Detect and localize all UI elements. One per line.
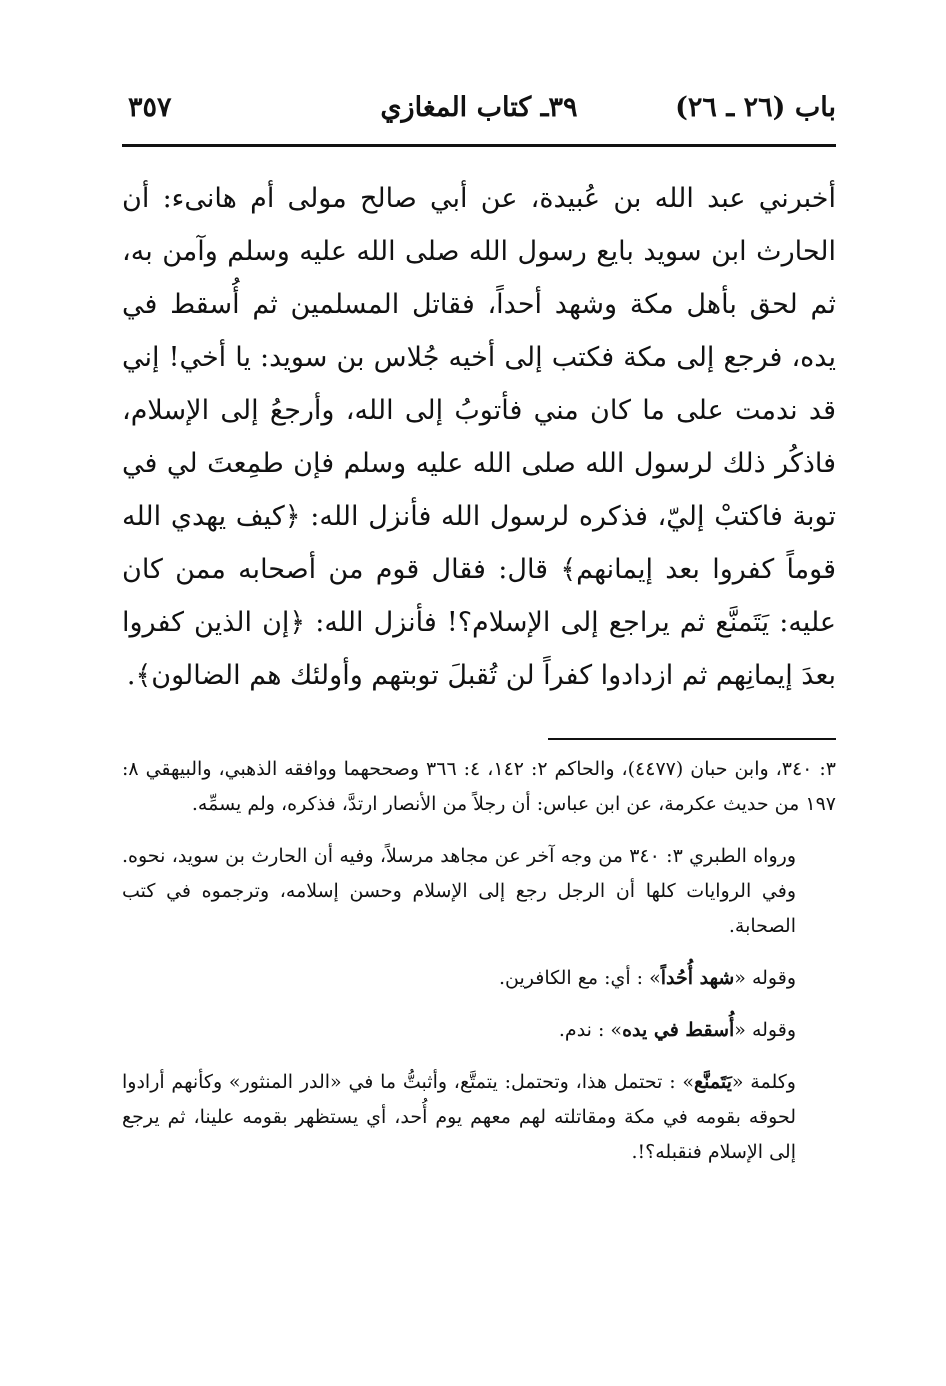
book-title: ٣٩ـ كتاب المغازي: [380, 92, 578, 123]
note-paragraph-4: [122, 1013, 836, 1048]
note-4-prefix: وقوله «: [734, 1019, 796, 1041]
running-header: [122, 92, 836, 138]
note-paragraph-1: ٣: ٣٤٠، وابن حبان (٤٤٧٧)، والحاكم ٢: ١٤٢، ٤: ٣٦٦ وصححهما ووافقه الذهبي، والبيهقي ٨: ١٩٧ من حديث عكرمة، عن ابن عباس: أن رجلاً من الأنصار ارتدَّ، فذكره، ولم يسمِّه.: [122, 758, 836, 815]
page-number: ٣٥٧: [128, 92, 172, 123]
note-5-suffix: » : تحتمل هذا، وتحتمل: يتمتَّع، وأثبتُّ ما في «الدر المنثور» وكأنهم أرادوا لحوقه بقومه في مكة ومقاتلته لهم معهم يوم أُحد، أي يستظهر بقومه علينا، ثم يرجع إلى الإسلام فنقبله؟!.: [122, 1071, 796, 1163]
note-4-term: أُسقط في يده: [622, 1019, 735, 1041]
note-3-prefix: وقوله «: [734, 967, 796, 989]
note-paragraph-5: [122, 1065, 836, 1170]
note-5-term: يَتَمنَّع: [694, 1071, 732, 1093]
footnote-divider: [548, 738, 836, 740]
note-paragraph-2: ورواه الطبري ٣: ٣٤٠ من وجه آخر عن مجاهد مرسلاً، وفيه أن الحارث بن سويد، نحوه. وفي الروايات كلها أن الرجل رجع إلى الإسلام وحسن إسلامه، وترجموه في كتب الصحابة.: [122, 845, 796, 937]
main-text-block: [122, 172, 836, 702]
notes-block: [122, 752, 836, 1187]
main-paragraph: أخبرني عبد الله بن عُبيدة، عن أبي صالح مولى أم هانىء: أن الحارث ابن سويد بايع رسول الله صلى الله عليه وسلم وآمن به، ثم لحق بأهل مكة وشهد أحداً، فقاتل المسلمين ثم أُسقط في يده، فرجع إلى مكة فكتب إلى أخيه جُلاس بن سويد: يا أخي! إني قد ندمت على ما كان مني فأتوبُ إلى الله، وأرجعُ إلى الإسلام، فاذكُر ذلك لرسول الله صلى الله عليه وسلم فإن طمِعتَ لي في توبة فاكتبْ إليّ، فذكره لرسول الله فأنزل الله: ﴿كيف يهدي الله قوماً كفروا بعد إيمانهم﴾ قال: فقال قوم من أصحابه ممن كان عليه: يَتَمنَّع ثم يراجع إلى الإسلام؟! فأنزل الله: ﴿إن الذين كفروا بعدَ إيمانِهم ثم ازدادوا كفراً لن تُقبلَ توبتهم وأولئك هم الضالون﴾.: [122, 183, 836, 691]
note-4-suffix: » : ندم.: [558, 1019, 623, 1041]
note-3-term: شهد أُحُداً: [660, 967, 735, 989]
chapter-reference: باب (٢٦ ـ ٢٦): [675, 92, 836, 123]
header-divider: [122, 144, 836, 147]
note-3-suffix: » : أي: مع الكافرين.: [499, 967, 661, 989]
note-paragraph-3: [122, 961, 836, 996]
note-5-prefix: وكلمة «: [731, 1071, 796, 1093]
